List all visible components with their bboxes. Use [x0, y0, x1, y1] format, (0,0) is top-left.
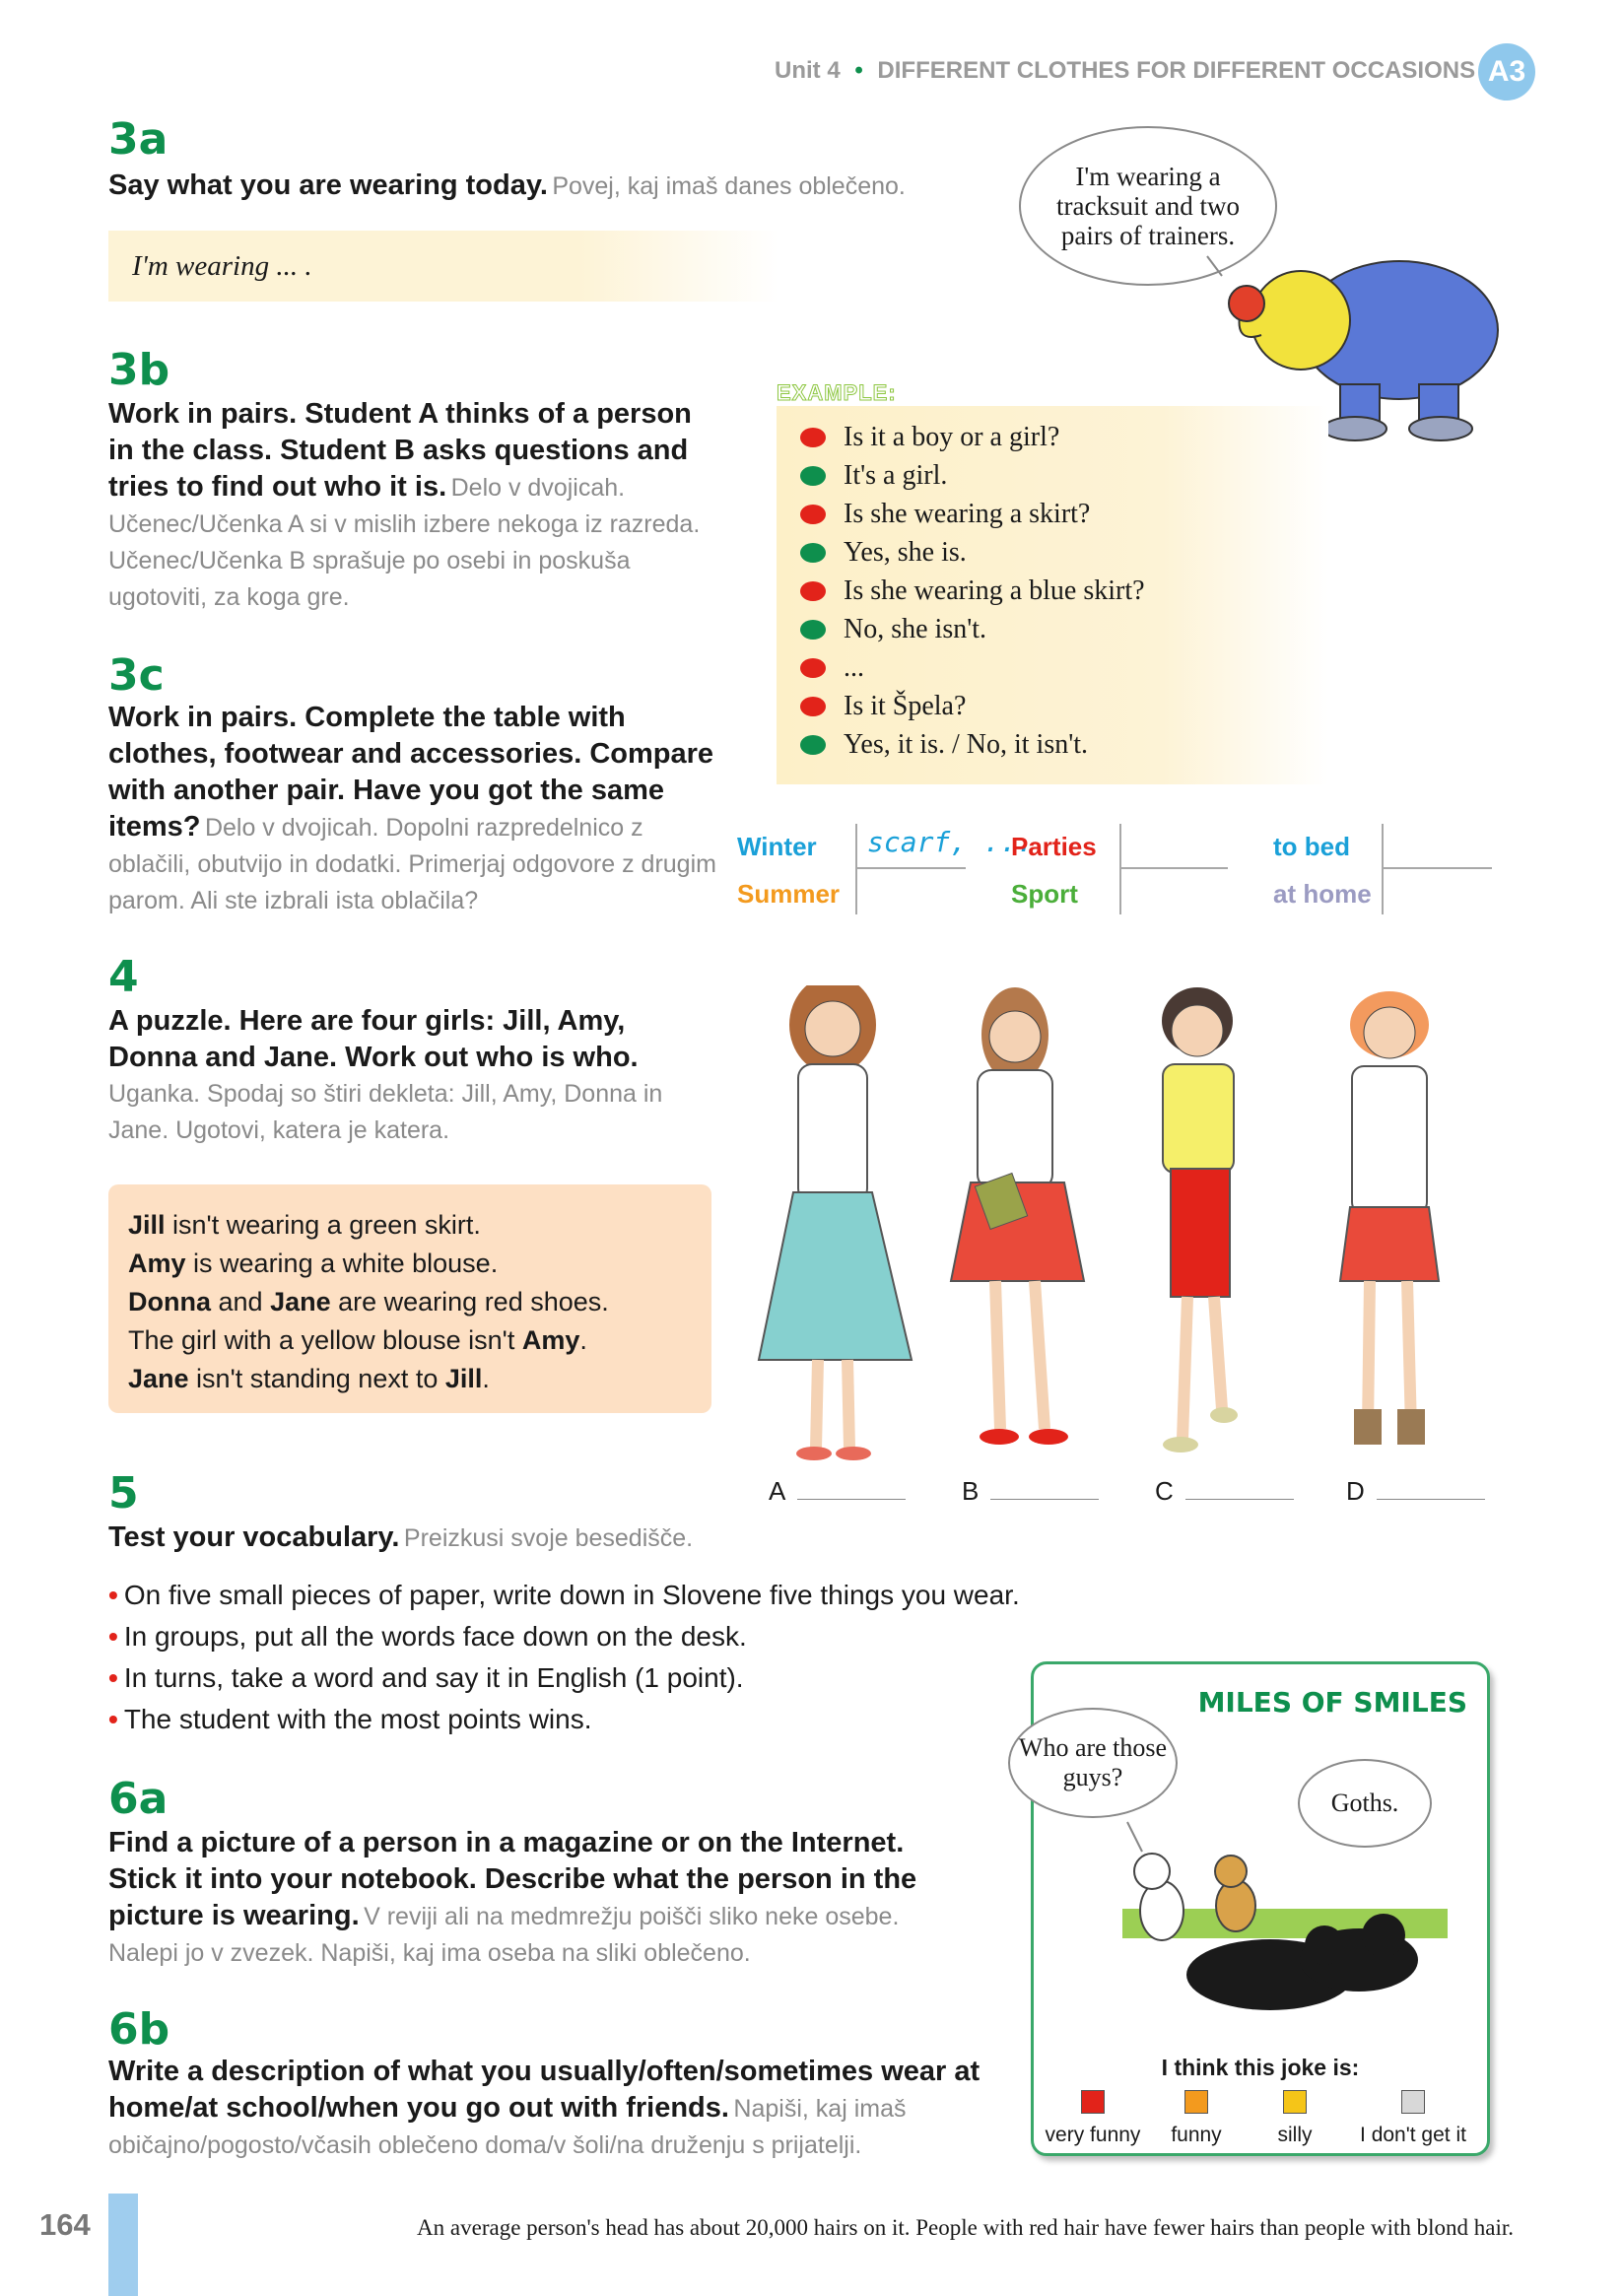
girl-b	[951, 987, 1084, 1445]
dialogue-text: Is she wearing a skirt?	[844, 498, 1091, 529]
clue-part: Donna	[128, 1287, 211, 1317]
dialogue-line	[800, 648, 1328, 687]
rating-checkbox[interactable]	[1283, 2090, 1307, 2114]
clue-line	[128, 1321, 711, 1360]
page-header: Unit 4 • DIFFERENT CLOTHES FOR DIFFERENT OCCASIONS	[775, 57, 1476, 84]
clue-part: Amy	[128, 1249, 186, 1278]
puzzle-clues-box	[108, 1184, 711, 1413]
exercise-number: 6a	[108, 1774, 169, 1824]
rating-option[interactable]	[1251, 2090, 1339, 2147]
dialogue-line	[800, 687, 1328, 725]
exercise-instruction	[108, 1003, 719, 1149]
exercise-number: 3b	[108, 345, 170, 395]
rating-option-label: funny	[1171, 2124, 1222, 2146]
clue-part: isn't standing next to	[188, 1364, 445, 1393]
exercise-instruction	[108, 1825, 956, 1972]
unit-label: Unit 4	[775, 57, 841, 84]
exercise-instruction	[108, 168, 995, 204]
table-label-parties: Parties	[1011, 832, 1097, 861]
dogs-cartoon	[1122, 1812, 1448, 2019]
vocab-steps	[108, 1575, 1054, 1740]
girls-illustration	[749, 985, 1498, 1478]
dialogue-text: ...	[844, 651, 864, 683]
table-label-at-home: at home	[1273, 879, 1372, 909]
exercise-instruction	[108, 700, 719, 919]
instruction-sl: V reviji ali na medmrežju poišči sliko neke osebe. Nalepi jo v zvezek. Napiši, kaj ima oseba na sliki oblečeno.	[108, 1903, 900, 1967]
dialogue-text: It's a girl.	[844, 459, 948, 491]
table-label-to-bed: to bed	[1273, 832, 1350, 861]
girl-answer-a[interactable]	[769, 1476, 906, 1507]
brown-dog	[1215, 1856, 1255, 1931]
footer-bar	[108, 2194, 138, 2296]
joke-title: MILES OF SMILES	[1197, 1686, 1467, 1719]
speech-bubble-icon	[800, 697, 826, 716]
girl-letter: A	[769, 1476, 786, 1506]
dialogue-line	[800, 725, 1328, 764]
instruction-en: Work in pairs. Complete the table with clothes, footwear and accessories. Compare with another pair. Have you got the same items?	[108, 702, 714, 843]
speech-bubble-icon	[800, 658, 826, 678]
ball	[1229, 286, 1264, 321]
table-divider	[1382, 824, 1384, 914]
dialogue-line	[800, 418, 1328, 456]
table-label-winter: Winter	[737, 832, 817, 861]
exercise-number: 4	[108, 952, 139, 1002]
fun-fact: An average person's head has about 20,000 hairs on it. People with red hair have fewer hairs than people with blond hair.	[417, 2215, 1514, 2240]
table-value-winter[interactable]: scarf, ...	[867, 826, 1034, 858]
exercise-instruction	[108, 1519, 995, 1556]
exercise-instruction	[108, 2054, 995, 2164]
table-rule	[1382, 867, 1492, 869]
bubble-tail	[1207, 256, 1222, 276]
rating-label: I think this joke is:	[1161, 2055, 1360, 2080]
dialogue-line	[800, 572, 1328, 610]
clue-line	[128, 1245, 711, 1283]
girl-answer-b[interactable]	[962, 1476, 1099, 1507]
clue-line	[128, 1283, 711, 1321]
dog-speech-text: Who are those guys?	[1018, 1733, 1168, 1791]
rating-option-label: very funny	[1045, 2124, 1141, 2146]
list-item: • In groups, put all the words face down on the desk.	[108, 1621, 747, 1652]
speech-bubble-icon	[800, 543, 826, 563]
clue-part: are wearing red shoes.	[330, 1287, 609, 1317]
clue-part: The girl with a yellow blouse isn't	[128, 1325, 522, 1355]
dialogue-line	[800, 456, 1328, 495]
dialogue-text: Is it Špela?	[844, 690, 967, 721]
exercise-number: 3c	[108, 650, 165, 701]
clue-part: .	[579, 1325, 587, 1355]
list-item: • In turns, take a word and say it in English (1 point).	[108, 1662, 744, 1693]
dialogue-text: Yes, it is. / No, it isn't.	[844, 728, 1089, 760]
instruction-sl: Napiši, kaj imaš običajno/pogosto/včasih oblečeno doma/v šoli/na druženju s prijatelji.	[108, 2095, 907, 2159]
list-item-text: On five small pieces of paper, write down in Slovene five things you wear.	[123, 1580, 1020, 1610]
girl-letter: C	[1155, 1476, 1174, 1506]
girl-letter: B	[962, 1476, 980, 1506]
exercise-number: 6b	[108, 2004, 170, 2055]
instruction-sl: Preizkusi svoje besedišče.	[403, 1524, 694, 1552]
speech-bubble-icon	[800, 735, 826, 755]
dialogue-text: Yes, she is.	[844, 536, 967, 568]
clue-part: and	[211, 1287, 271, 1317]
dialogue-line	[800, 533, 1328, 572]
table-divider	[855, 824, 857, 914]
dialogue-text: Is it a boy or a girl?	[844, 421, 1060, 452]
list-item-text: The student with the most points wins.	[123, 1704, 592, 1734]
prompt-text: I'm wearing ... .	[132, 250, 312, 282]
instruction-en: Find a picture of a person in a magazine or on the Internet. Stick it into your notebook. Describe what the person in the picture is wearing.	[108, 1827, 917, 1931]
dialogue-text: Is she wearing a blue skirt?	[844, 574, 1145, 606]
instruction-en: Say what you are wearing today.	[108, 169, 548, 201]
speech-bubble-icon	[800, 581, 826, 601]
table-label-sport: Sport	[1011, 879, 1078, 909]
instruction-en: Work in pairs. Student A thinks of a person in the class. Student B asks questions and tries to find out who it is.	[108, 398, 692, 503]
exercise-number: 3a	[108, 114, 169, 165]
elephant-speech-text: I'm wearing a tracksuit and two pairs of trainers.	[1056, 162, 1240, 250]
exercise-instruction	[108, 396, 719, 616]
table-rule	[855, 867, 966, 869]
unit-title: DIFFERENT CLOTHES FOR DIFFERENT OCCASIONS	[877, 57, 1476, 84]
dialogue-line	[800, 495, 1328, 533]
exercise-number: 5	[108, 1468, 139, 1519]
example-label: EXAMPLE:	[777, 380, 897, 405]
instruction-en: A puzzle. Here are four girls: Jill, Amy, Donna and Jane. Work out who is who.	[108, 1005, 639, 1073]
clue-part: isn't wearing a green skirt.	[165, 1210, 481, 1240]
table-rule	[1119, 867, 1228, 869]
section-badge-label: A3	[1487, 55, 1526, 88]
clue-part: Jill	[128, 1210, 166, 1240]
rating-option[interactable]	[1152, 2090, 1241, 2147]
prompt-box	[108, 231, 778, 302]
instruction-sl: Uganka. Spodaj so štiri dekleta: Jill, Amy, Donna in Jane. Ugotovi, katera je katera.	[108, 1080, 663, 1144]
table-label-summer: Summer	[737, 879, 841, 909]
speech-bubble-icon	[800, 428, 826, 447]
girl-answer-c[interactable]	[1155, 1476, 1294, 1507]
list-item: • The student with the most points wins.	[108, 1704, 592, 1734]
girl-a	[759, 985, 912, 1460]
clue-part: Amy	[521, 1325, 580, 1355]
list-item-text: In turns, take a word and say it in English (1 point).	[123, 1662, 744, 1693]
speech-bubble-icon	[800, 466, 826, 486]
instruction-sl: Povej, kaj imaš danes oblečeno.	[552, 172, 906, 200]
trainer	[1409, 417, 1472, 440]
speech-bubble-icon	[800, 620, 826, 640]
rating-checkbox[interactable]	[1184, 2090, 1208, 2114]
list-item: • On five small pieces of paper, write down in Slovene five things you wear.	[108, 1580, 1020, 1610]
rating-option[interactable]	[1349, 2090, 1477, 2147]
girl-answer-d[interactable]	[1346, 1476, 1485, 1507]
page-number: 164	[39, 2207, 91, 2242]
elephant-head	[1251, 271, 1350, 370]
instruction-sl: Delo v dvojicah. Učenec/Učenka A si v mislih izbere nekoga iz razreda. Učenec/Učenka B sprašuje po osebi in poskuša ugotoviti, za koga gre.	[108, 474, 701, 611]
rating-option-label: silly	[1277, 2124, 1313, 2146]
clue-part: .	[482, 1364, 490, 1393]
bubble-tail	[1127, 1822, 1142, 1852]
clue-line	[128, 1360, 711, 1398]
instruction-sl: Delo v dvojicah. Dopolni razpredelnico z oblačili, obutvijo in dodatki. Primerjaj odgovore z drugim parom. Ali ste izbrali ista oblačila?	[108, 814, 716, 914]
rating-option[interactable]	[1044, 2090, 1142, 2147]
example-dialogue	[777, 406, 1328, 784]
clue-part: Jane	[128, 1364, 189, 1393]
list-item-text: In groups, put all the words face down on the desk.	[123, 1621, 747, 1652]
girl-c	[1162, 987, 1238, 1452]
speech-bubble-icon	[800, 505, 826, 524]
table-divider	[1119, 824, 1121, 914]
rating-checkbox[interactable]	[1081, 2090, 1105, 2114]
instruction-en: Test your vocabulary.	[108, 1521, 400, 1553]
joke-panel	[1018, 1661, 1490, 2156]
rating-checkbox[interactable]	[1401, 2090, 1425, 2114]
trainer	[1323, 417, 1386, 440]
girl-d	[1340, 991, 1439, 1445]
dialogue-line	[800, 610, 1328, 648]
clue-line	[128, 1206, 711, 1245]
instruction-en: Write a description of what you usually/often/sometimes wear at home/at school/when you go out with friends.	[108, 2056, 981, 2124]
clue-part: is wearing a white blouse.	[185, 1249, 499, 1278]
dog-speech-bubble	[1008, 1708, 1178, 1818]
rating-option-label: I don't get it	[1360, 2124, 1466, 2146]
rating-options	[1044, 2090, 1477, 2147]
clue-part: Jill	[444, 1364, 483, 1393]
dog-reply-text: Goths.	[1330, 1789, 1399, 1817]
clue-part: Jane	[270, 1287, 331, 1317]
dialogue-text: No, she isn't.	[844, 613, 987, 644]
section-badge	[1478, 43, 1535, 101]
girl-letter: D	[1346, 1476, 1365, 1506]
